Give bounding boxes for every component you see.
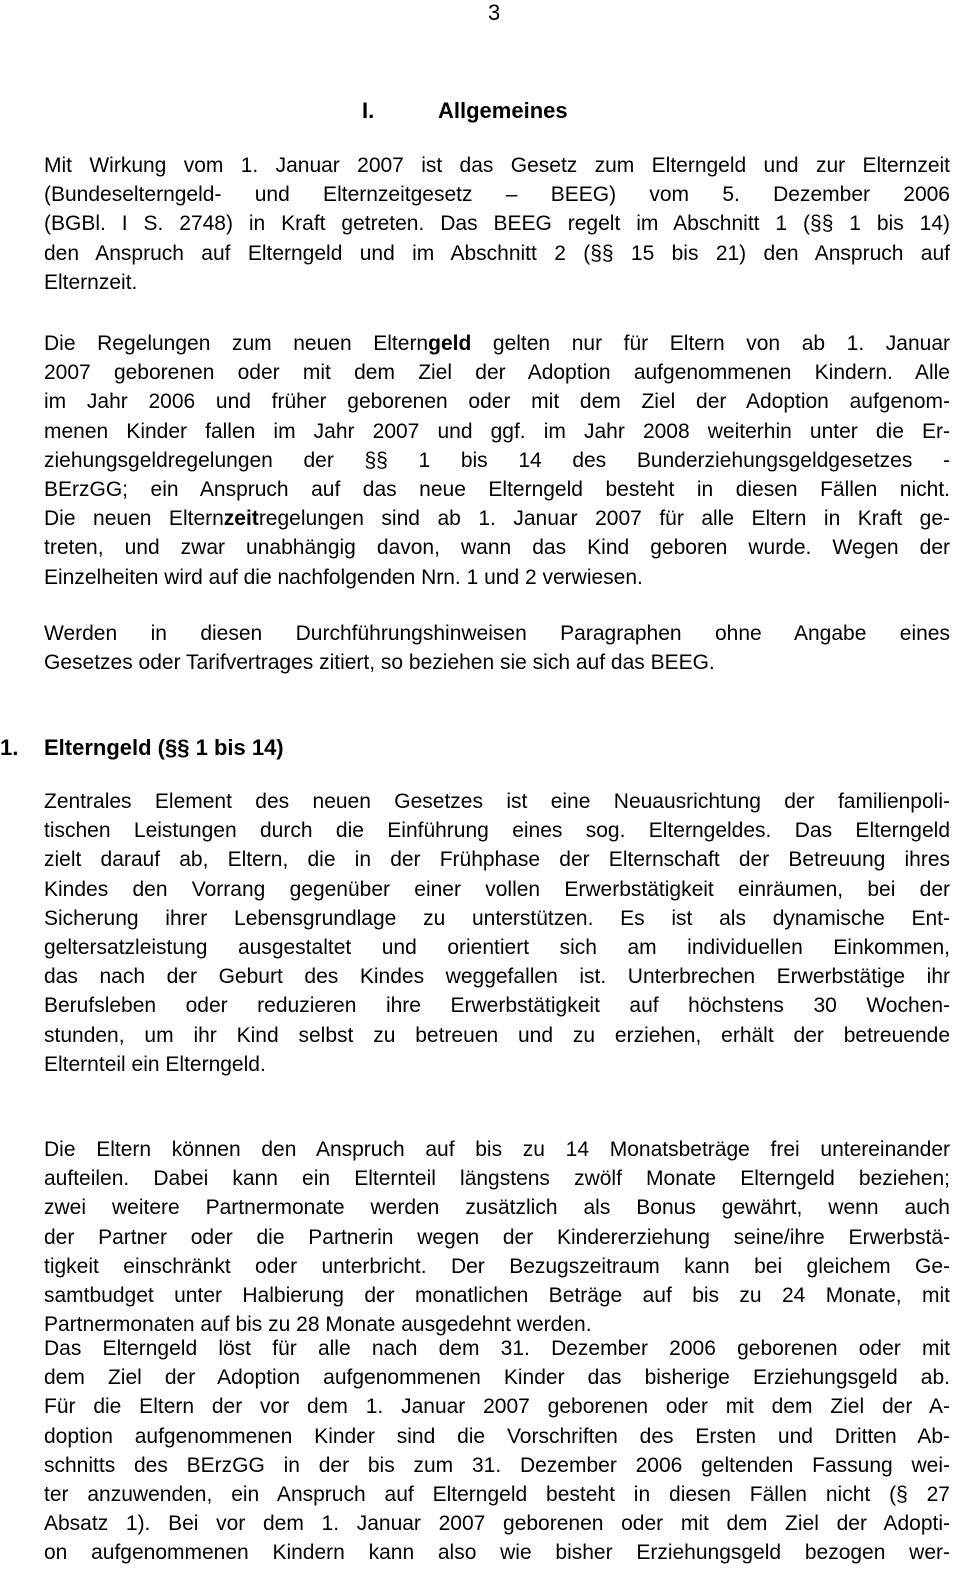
text-line: menen Kinder fallen im Jahr 2007 und ggf. im Jahr 2008 weiterhin unter die Er- (44, 419, 950, 443)
paragraph-monthly-amounts (44, 1135, 950, 1339)
text-line: BErzGG; ein Anspruch auf das neue Elterngeld besteht in diesen Fällen nicht. (44, 477, 950, 501)
text-line: tischen Leistungen durch die Einführung eines sog. Elterngeldes. Das Elterngeld (44, 819, 950, 843)
text-line: Werden in diesen Durchführungshinweisen Paragraphen ohne Angabe eines (44, 622, 950, 645)
emphasis-geld: geld (428, 332, 472, 355)
text-line: zwei weitere Partnermonate werden zusätzlich als Bonus gewährt, wenn auch (44, 1196, 950, 1220)
text-line: stunden, um ihr Kind selbst zu betreuen und zu erziehen, erhält der betreuende (44, 1023, 950, 1047)
text-line: Elternzeit. (44, 270, 138, 294)
text-line: zielt darauf ab, Eltern, die in der Frühphase der Elternschaft der Betreuung ihres (44, 848, 950, 872)
text-line: Die Eltern können den Anspruch auf bis zu 14 Monatsbeträge frei untereinander (44, 1138, 950, 1161)
text-line: (BGBl. I S. 2748) in Kraft getreten. Das BEEG regelt im Abschnitt 1 (§§ 1 bis 14) (44, 212, 950, 236)
text-line: aufteilen. Dabei kann ein Elternteil längstens zwölf Monate Elterngeld beziehen; (44, 1167, 950, 1191)
emphasis-zeit: zeit (223, 507, 259, 531)
page-number: 3 (488, 0, 501, 25)
paragraph-intro (44, 151, 950, 297)
text-line: samtbudget unter Halbierung der monatlichen Beträge auf bis zu 24 Monate, mit (44, 1283, 950, 1307)
section-title: Elterngeld (§§ 1 bis 14) (44, 735, 284, 760)
paragraph-central-element (44, 787, 950, 1079)
text-line: Sicherung ihrer Lebensgrundlage zu unterstützen. Es ist als dynamische Ent- (44, 906, 950, 930)
text-line: ziehungsgeldregelungen der §§ 1 bis 14 des Bunderziehungsgeldgesetzes - (44, 448, 950, 472)
text-fragment: gelten nur für Eltern von ab 1. Januar (471, 332, 950, 355)
text-line: (Bundeselterngeld- und Elternzeitgesetz – BEEG) vom 5. Dezember 2006 (44, 183, 950, 207)
text-line: tigkeit einschränkt oder unterbricht. Der Bezugszeitraum kann bei gleichem Ge- (44, 1254, 950, 1278)
text-line: dem Ziel der Adoption aufgenommenen Kinder das bisherige Erziehungsgeld ab. (44, 1366, 950, 1390)
paragraph-transition (44, 1334, 950, 1568)
section-title: Allgemeines (438, 98, 568, 123)
text-line: Kindes den Vorrang gegenüber einer vollen Erwerbstätigkeit einräumen, bei der (44, 877, 950, 901)
text-line: Für die Eltern der vor dem 1. Januar 2007 geborenen oder mit dem Ziel der A- (44, 1395, 950, 1419)
text-line: Einzelheiten wird auf die nachfolgenden Nrn. 1 und 2 verwiesen. (44, 565, 643, 589)
text-fragment: regelungen sind ab 1. Januar 2007 für alle Eltern in Kraft ge- (258, 507, 950, 531)
paragraph-citation-note (44, 619, 950, 677)
text-line: Zentrales Element des neuen Gesetzes ist eine Neuausrichtung der familienpoli- (44, 790, 950, 813)
text-fragment: Die neuen Eltern (44, 507, 224, 531)
text-line: das nach der Geburt des Kindes weggefallen ist. Unterbrechen Erwerbstätige ihr (44, 965, 950, 989)
text-line: Das Elterngeld löst für alle nach dem 31. Dezember 2006 geborenen oder mit (44, 1337, 950, 1360)
text-line: schnitts des BErzGG in der bis zum 31. Dezember 2006 geltenden Fassung wei- (44, 1453, 950, 1477)
paragraph-regulations (44, 329, 950, 592)
section-number: I. (362, 98, 375, 123)
text-line: Gesetzes oder Tarifvertrages zitiert, so beziehen sie sich auf das BEEG. (44, 651, 715, 675)
text-line: Berufsleben oder reduzieren ihre Erwerbstätigkeit auf höchstens 30 Wochen- (44, 994, 950, 1018)
text-line: Elternteil ein Elterngeld. (44, 1052, 266, 1076)
text-line: on aufgenommenen Kindern kann also wie bisher Erziehungsgeld bezogen wer- (44, 1541, 950, 1565)
text-line: den Anspruch auf Elterngeld und im Abschnitt 2 (§§ 15 bis 21) den Anspruch auf (44, 241, 950, 265)
text-line: im Jahr 2006 und früher geborenen oder mit dem Ziel der Adoption aufgenom- (44, 390, 950, 414)
section-number: 1. (0, 735, 19, 760)
text-line: 2007 geborenen oder mit dem Ziel der Adoption aufgenommenen Kindern. Alle (44, 361, 950, 385)
text-line: treten, und zwar unabhängig davon, wann das Kind geboren wurde. Wegen der (44, 536, 950, 560)
text-line: ter anzuwenden, ein Anspruch auf Elterngeld besteht in diesen Fällen nicht (§ 27 (44, 1482, 950, 1506)
text-line: Partnermonaten auf bis zu 28 Monate ausgedehnt werden. (44, 1313, 592, 1337)
text-line (44, 329, 950, 358)
text-line: geltersatzleistung ausgestaltet und orientiert sich am individuellen Einkommen, (44, 935, 950, 959)
text-line (44, 504, 950, 533)
text-fragment: Die Regelungen zum neuen Eltern (44, 332, 429, 355)
text-line: doption aufgenommenen Kinder sind die Vorschriften des Ersten und Dritten Ab- (44, 1424, 950, 1448)
text-line: Mit Wirkung vom 1. Januar 2007 ist das Gesetz zum Elterngeld und zur Elternzeit (44, 154, 950, 177)
text-line: der Partner oder die Partnerin wegen der Kindererziehung seine/ihre Erwerbstä- (44, 1225, 950, 1249)
text-line: Absatz 1). Bei vor dem 1. Januar 2007 geborenen oder mit dem Ziel der Adopti- (44, 1512, 950, 1536)
